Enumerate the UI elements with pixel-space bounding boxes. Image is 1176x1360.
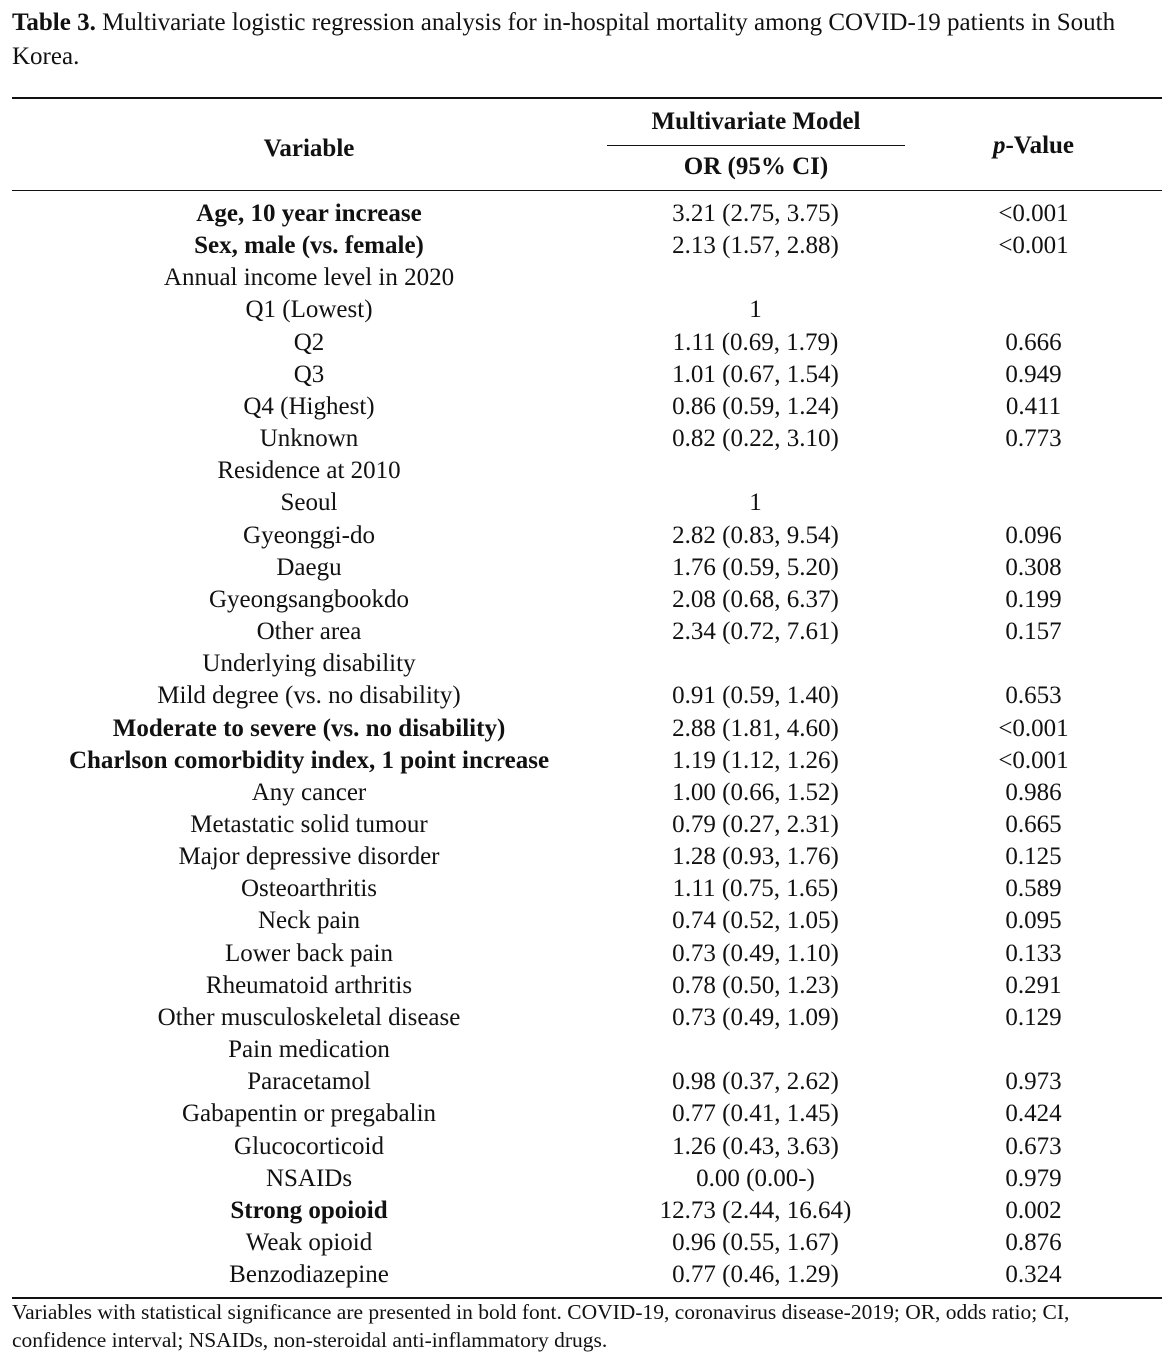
cell-or-ci: 2.08 (0.68, 6.37) [672,585,839,613]
cell-or-ci: 1.28 (0.93, 1.76) [672,843,839,871]
cell-p-value [905,262,1162,294]
table-row [12,1131,1162,1163]
cell-or-ci: 1.11 (0.69, 1.79) [672,328,839,356]
cell-or-ci: 0.00 (0.00-) [696,1164,815,1192]
header-or-ci: OR (95% CI) [683,153,829,180]
cell-or-ci: 0.86 (0.59, 1.24) [672,392,839,420]
cell-variable: Rheumatoid arthritis [205,971,413,999]
table-row [12,841,1162,873]
cell-p-value: 0.673 [1005,1132,1062,1160]
cell-or-ci: 2.88 (1.81, 4.60) [672,714,839,742]
cell-p-value: 0.589 [1005,875,1062,903]
cell-p-value: 0.424 [1005,1100,1062,1128]
cell-p-value: 0.096 [1005,521,1062,549]
table-caption-label: Table 3. [12,9,96,36]
cell-or-ci: 0.77 (0.46, 1.29) [672,1261,839,1289]
table-row [12,262,1162,294]
cell-or-ci: 0.82 (0.22, 3.10) [672,425,839,453]
cell-variable: Sex, male (vs. female) [194,232,424,260]
table-row [12,520,1162,552]
table-row [12,648,1162,680]
cell-or-ci: 0.96 (0.55, 1.67) [672,1229,839,1256]
cell-p-value [905,487,1162,519]
cell-or-ci: 2.13 (1.57, 2.88) [672,232,839,260]
cell-variable: Q4 (Highest) [243,392,375,420]
cell-p-value: 0.973 [1005,1068,1062,1096]
table-row [12,713,1162,745]
cell-or-ci: 1.11 (0.75, 1.65) [672,875,839,903]
cell-p-value: 0.986 [1005,778,1062,806]
header-variable: Variable [263,135,355,162]
cell-or-ci: 1 [749,296,762,324]
table-row [12,970,1162,1002]
cell-variable: Annual income level in 2020 [163,264,455,292]
cell-or-ci: 1.01 (0.67, 1.54) [672,360,839,388]
cell-p-value: 0.125 [1005,843,1062,871]
table-row [12,391,1162,423]
table-header-rule [12,190,1162,191]
table-footnote: Variables with statistical significance are presented in bold font. COVID-19, coronavirus disease-2019; OR, odds ratio; CI, confidence interval; NSAIDs, non-steroidal anti-inflammatory drugs. [12,1300,1070,1352]
cell-p-value: <0.001 [998,232,1069,260]
table-row [12,1195,1162,1227]
cell-variable: Age, 10 year increase [196,200,422,227]
table-row [12,777,1162,809]
table-row [12,327,1162,359]
table-row [12,230,1162,262]
table-row [12,552,1162,584]
cell-or-ci: 0.73 (0.49, 1.10) [672,939,839,967]
cell-p-value: <0.001 [998,714,1069,742]
table-row [12,938,1162,970]
cell-or-ci: 0.79 (0.27, 2.31) [672,810,839,838]
cell-variable: Gabapentin or pregabalin [181,1100,437,1128]
cell-or-ci [606,262,905,294]
cell-p-value: 0.773 [1005,425,1062,453]
cell-variable: Charlson comorbidity index, 1 point increase [68,746,550,774]
cell-variable: Moderate to severe (vs. no disability) [112,714,506,742]
cell-variable: Glucocorticoid [234,1132,384,1160]
cell-p-value: 0.324 [1005,1261,1062,1289]
cell-or-ci: 1 [749,489,762,517]
cell-variable: Daegu [276,553,342,581]
cell-variable: Strong opoioid [230,1196,388,1224]
table-top-rule [12,97,1162,99]
table-row [12,359,1162,391]
cell-p-value: 0.876 [1005,1229,1062,1256]
cell-p-value: 0.199 [1005,585,1062,613]
header-p-value [905,131,1162,161]
cell-or-ci: 0.78 (0.50, 1.23) [672,971,839,999]
table-row [12,1163,1162,1195]
cell-variable: Lower back pain [225,939,393,967]
cell-or-ci: 1.00 (0.66, 1.52) [672,778,839,806]
cell-p-value: 0.949 [1005,360,1062,388]
cell-variable: Gyeongsangbookdo [209,585,409,613]
cell-or-ci [606,648,905,680]
cell-p-value: 0.291 [1005,971,1062,999]
cell-variable: Neck pain [257,907,361,935]
cell-p-value: 0.308 [1005,553,1062,581]
cell-or-ci: 1.76 (0.59, 5.20) [672,553,839,581]
cell-or-ci: 12.73 (2.44, 16.64) [659,1196,852,1224]
table-row [12,1259,1162,1291]
table-caption-text: Multivariate logistic regression analysis for in-hospital mortality among COVID-19 patients in South Korea. [12,9,1116,70]
table-row [12,198,1162,230]
cell-variable: Paracetamol [247,1068,371,1096]
cell-variable: Underlying disability [202,650,416,678]
cell-p-value [905,648,1162,680]
cell-variable: Mild degree (vs. no disability) [157,682,461,710]
cell-variable: Q3 [293,360,325,388]
cell-p-value: 0.002 [1005,1196,1062,1224]
cell-or-ci: 2.82 (0.83, 9.54) [672,521,839,549]
table-row [12,423,1162,455]
table-row [12,584,1162,616]
cell-or-ci: 3.21 (2.75, 3.75) [672,200,839,227]
table-row [12,680,1162,712]
cell-variable: Metastatic solid tumour [190,810,428,838]
cell-variable: Osteoarthritis [240,875,378,903]
cell-p-value: 0.411 [1005,392,1062,420]
table-row [12,1034,1162,1066]
cell-p-value: 0.979 [1005,1164,1062,1192]
table-row [12,616,1162,648]
cell-p-value: 0.157 [1005,618,1062,646]
header-group-rule [607,145,905,146]
cell-or-ci: 2.34 (0.72, 7.61) [672,618,839,646]
table-row [12,745,1162,777]
table-body [12,198,1162,1291]
cell-variable: Any cancer [251,778,367,806]
cell-p-value: 0.665 [1005,810,1062,838]
cell-variable: Residence at 2010 [217,457,401,485]
cell-variable: Other area [256,618,362,646]
table-caption [12,6,1167,74]
cell-p-value: 0.666 [1005,328,1062,356]
table-row [12,1002,1162,1034]
cell-variable: Gyeonggi-do [243,521,375,549]
cell-or-ci [606,1034,905,1066]
cell-or-ci: 1.19 (1.12, 1.26) [672,746,839,774]
cell-variable: Pain medication [228,1036,390,1064]
cell-p-value [905,1034,1162,1066]
cell-variable: Major depressive disorder [178,843,440,871]
cell-or-ci: 0.77 (0.41, 1.45) [672,1100,839,1128]
cell-variable: Q1 (Lowest) [245,296,373,324]
cell-variable: Benzodiazepine [229,1261,389,1289]
table-row [12,1098,1162,1130]
cell-variable: Seoul [280,489,338,517]
cell-or-ci [606,455,905,487]
table-row [12,873,1162,905]
table-row [12,1227,1162,1259]
table-row [12,1066,1162,1098]
table-row [12,455,1162,487]
cell-or-ci: 0.74 (0.52, 1.05) [672,907,839,935]
cell-p-value: 0.129 [1005,1003,1062,1031]
cell-variable: Weak opioid [245,1229,373,1256]
cell-or-ci: 1.26 (0.43, 3.63) [672,1132,839,1160]
cell-or-ci: 0.98 (0.37, 2.62) [672,1068,839,1096]
table-row [12,809,1162,841]
header-p-italic: p [992,132,1006,159]
cell-p-value: 0.133 [1005,939,1062,967]
cell-or-ci: 0.91 (0.59, 1.40) [672,682,839,710]
cell-p-value: <0.001 [998,746,1069,774]
header-p-suffix: -Value [1005,132,1075,159]
cell-variable: NSAIDs [265,1164,353,1192]
cell-p-value: <0.001 [998,200,1069,227]
cell-p-value [905,294,1162,326]
cell-p-value [905,455,1162,487]
cell-variable: Unknown [259,425,359,453]
cell-variable: Q2 [293,328,325,356]
table-row [12,487,1162,519]
table-row [12,294,1162,326]
cell-p-value: 0.653 [1005,682,1062,710]
cell-p-value: 0.095 [1005,907,1062,935]
cell-variable: Other musculoskeletal disease [157,1003,461,1031]
header-multivariate-model: Multivariate Model [651,108,861,135]
cell-or-ci: 0.73 (0.49, 1.09) [672,1003,839,1031]
table-row [12,905,1162,937]
